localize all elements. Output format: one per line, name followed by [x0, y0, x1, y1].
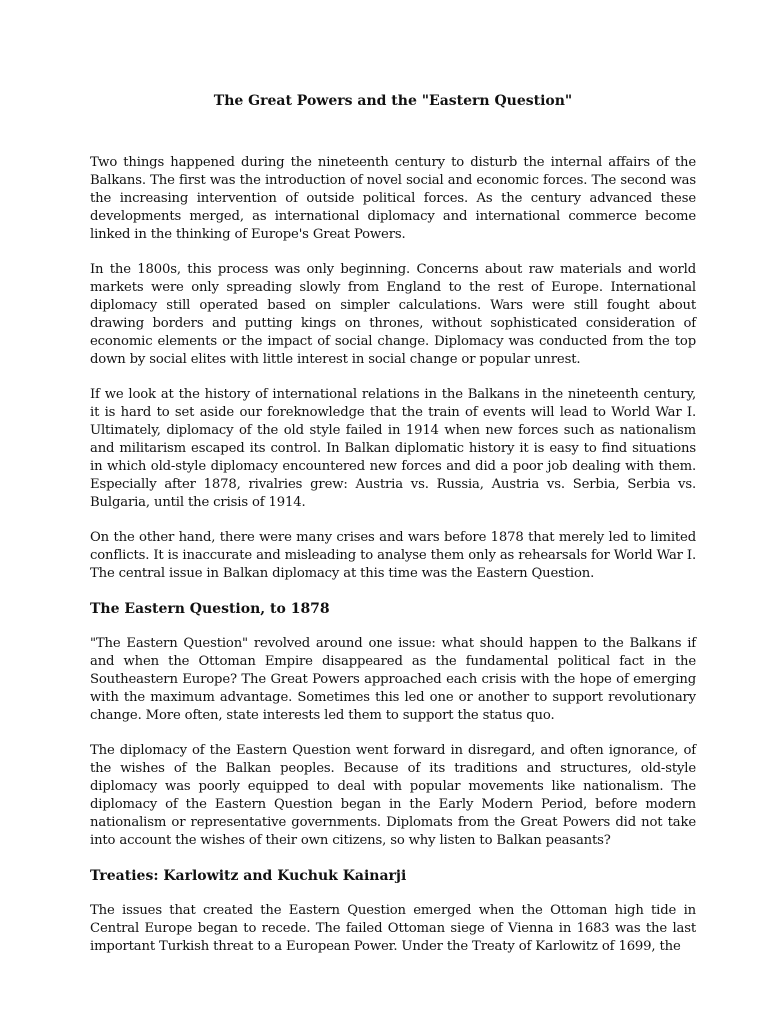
intro-paragraph-3: If we look at the history of international relations in the Balkans in the nineteenth century, it is hard to set aside our foreknowledge that the train of events will lead to World War I. Ultimately, diplomacy of the old style failed in 1914 when new forces such as nationalism and militarism escaped its control. In Balkan diplomatic history it is easy to find situations in which old-style diplomacy encountered new forces and did a poor job dealing with them. Especially after 1878, rivalries grew: Austria vs. Russia, Austria vs. Serbia, Serbia vs. Bulgaria, until the crisis of 1914. — [90, 387, 696, 510]
intro-paragraph-2: In the 1800s, this process was only beginning. Concerns about raw materials and world markets were only spreading slowly from England to the rest of Europe. International diplomacy still operated based on simpler calculations. Wars were still fought about drawing borders and putting kings on thrones, without sophisticated consideration of economic elements or the impact of social change. Diplomacy was conducted from the top down by social elites with little interest in social change or popular unrest. — [90, 262, 696, 367]
section1-paragraph-1: "The Eastern Question" revolved around one issue: what should happen to the Balkans if and when the Ottoman Empire disappeared as the fundamental political fact in the Southeastern Europe? The Great Powers approached each crisis with the hope of emerging with the maximum advantage. Sometimes this led one or another to support revolutionary change. More often, state interests led them to support the status quo. — [90, 636, 696, 723]
section-heading-eastern-question: The Eastern Question, to 1878 — [90, 601, 330, 617]
intro-paragraph-1: Two things happened during the nineteenth century to disturb the internal affairs of the Balkans. The first was the introduction of novel social and economic forces. The second was the increasing intervention of outside political forces. As the century advanced these developments merged, as international diplomacy and international commerce become linked in the thinking of Europe's Great Powers. — [90, 155, 696, 242]
section-heading-treaties: Treaties: Karlowitz and Kuchuk Kainarji — [90, 868, 407, 884]
document-title: The Great Powers and the "Eastern Question" — [213, 93, 573, 109]
intro-paragraph-4: On the other hand, there were many crises and wars before 1878 that merely led to limited conflicts. It is inaccurate and misleading to analyse them only as rehearsals for World War I. The central issue in Balkan diplomacy at this time was the Eastern Question. — [90, 530, 696, 581]
section1-paragraph-2: The diplomacy of the Eastern Question went forward in disregard, and often ignorance, of the wishes of the Balkan peoples. Because of its traditions and structures, old-style diplomacy was poorly equipped to deal with popular movements like nationalism. The diplomacy of the Eastern Question began in the Early Modern Period, before modern nationalism or representative governments. Diplomats from the Great Powers did not take into account the wishes of their own citizens, so why listen to Balkan peasants? — [90, 743, 696, 848]
section2-paragraph-1: The issues that created the Eastern Question emerged when the Ottoman high tide in Central Europe began to recede. The failed Ottoman siege of Vienna in 1683 was the last important Turkish threat to a European Power. Under the Treaty of Karlowitz of 1699, the — [90, 903, 696, 954]
document-page — [90, 92, 696, 973]
